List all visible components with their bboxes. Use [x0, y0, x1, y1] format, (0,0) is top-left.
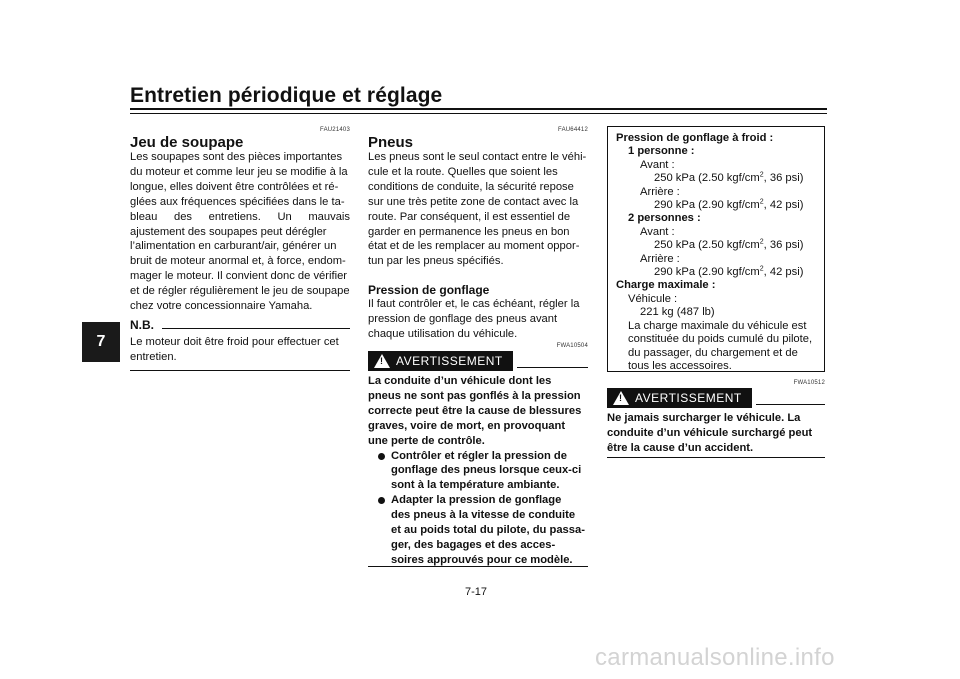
tires-paragraph — [368, 150, 588, 269]
warning-label: AVERTISSEMENT — [635, 391, 742, 405]
text-line: Il faut contrôler et, le cas échéant, régler la — [368, 298, 580, 310]
warning-rule-top — [517, 367, 588, 368]
text-line: l’alimentation en carburant/air, générer un — [130, 240, 337, 253]
header-rule-thin — [130, 113, 827, 114]
text-line: tun par les pneus spécifiés. — [368, 255, 504, 268]
text-line: chez votre concessionnaire Yamaha. — [130, 300, 313, 313]
text-line: sont à la température ambiante. — [391, 479, 560, 492]
nb-rule-top — [162, 328, 350, 329]
value-text: 290 kPa (2.90 kgf/cm — [654, 199, 760, 212]
bullet-dot-icon — [378, 453, 385, 460]
text-line: être la cause d’un accident. — [607, 441, 754, 454]
text-line: conduite d’un véhicule surchargé peut — [607, 426, 813, 439]
warning-bullet — [378, 449, 588, 494]
text-line: gonflage des pneus lorsque ceux-ci — [391, 464, 582, 477]
one-rear-value — [616, 199, 816, 212]
subheading-pressure: Pression de gonflage — [368, 283, 490, 297]
box-title: Pression de gonflage à froid : — [616, 132, 774, 144]
text-line: graves, voire de mort, en provoquant — [368, 419, 566, 432]
text-line: Adapter la pression de gonflage — [391, 494, 562, 507]
text-line: Les pneus sont le seul contact entre le véhi- — [368, 151, 587, 163]
note-line: tous les accessoires. — [628, 359, 732, 372]
warning-code: FWA10504 — [556, 343, 588, 349]
text-line: ger, des bagages et des acces- — [391, 538, 556, 551]
warning-bullet — [378, 493, 588, 568]
warning-label: AVERTISSEMENT — [396, 354, 503, 368]
text-line: Le moteur doit être froid pour effectuer cet — [130, 336, 339, 348]
text-line: du moteur et comme leur jeu se modifie à la — [130, 165, 348, 178]
text-line: pression de gonflage des pneus avant — [368, 312, 558, 325]
front-label: Avant : — [640, 225, 675, 238]
note-line: La charge maximale du véhicule est — [628, 319, 807, 332]
text-line: La conduite d’un véhicule dont les — [368, 375, 552, 387]
superscript: 2 — [759, 198, 764, 206]
text-line: entretien. — [130, 350, 177, 363]
text-line: conditions de conduite, la sécurité repose — [368, 180, 574, 193]
bullet-text — [391, 493, 585, 568]
text-line: bleau des entretiens. Un mauvais — [130, 210, 350, 223]
text-line: correcte peut être la cause de blessures — [368, 404, 582, 417]
warning-badge — [368, 351, 513, 371]
value-tail: , 36 psi) — [763, 239, 804, 252]
warning-triangle-icon: ! — [374, 354, 390, 368]
two-persons-label: 2 personnes : — [628, 212, 701, 225]
page-number: 7-17 — [465, 586, 488, 598]
value-text: 250 kPa (2.50 kgf/cm — [654, 172, 760, 185]
text-line: sur une très petite zone de contact avec la — [368, 195, 579, 208]
text-line: longue, elles doivent être contrôlées et ré- — [130, 180, 339, 193]
warning-rule-bottom — [368, 566, 588, 567]
section-code: FAU21403 — [320, 127, 350, 133]
value-tail: , 42 psi) — [763, 199, 804, 212]
text-line: route. Par conséquent, il est essentiel de — [368, 210, 571, 223]
text-line: des pneus à la vitesse de conduite — [391, 509, 576, 522]
text-line: ajustement des soupapes peut dérégler — [130, 225, 327, 238]
note-line: constituée du poids cumulé du pilote, — [628, 333, 813, 346]
text-line: soires approuvés pour ce modèle. — [391, 553, 573, 566]
section-heading-tires: Pneus — [368, 134, 414, 151]
superscript: 2 — [759, 238, 764, 246]
rear-label: Arrière : — [640, 252, 680, 265]
value-text: 290 kPa (2.90 kgf/cm — [654, 266, 760, 279]
warning-code: FWA10512 — [793, 380, 825, 386]
page-title: Entretien périodique et réglage — [130, 84, 443, 107]
bullet-text — [391, 449, 581, 494]
watermark: carmanualsonline.info — [595, 644, 835, 671]
nb-rule-bottom — [130, 370, 350, 371]
text-line: état et de les remplacer au moment oppor- — [368, 240, 580, 253]
note-line: du passager, du chargement et de — [628, 346, 798, 359]
text-line: une perte de contrôle. — [368, 434, 485, 447]
warning-paragraph — [368, 374, 588, 568]
text-line: garder en permanence les pneus en bon — [368, 225, 570, 238]
text-line: chaque utilisation du véhicule. — [368, 327, 518, 340]
warning-rule-bottom — [607, 457, 825, 458]
text-line: Les soupapes sont des pièces importantes — [130, 151, 343, 163]
nb-title: N.B. — [130, 318, 154, 332]
vehicle-value: 221 kg (487 lb) — [640, 306, 715, 319]
text-line: glées aux fréquences spécifiées dans le ta- — [130, 195, 345, 208]
one-person-label: 1 personne : — [628, 145, 695, 158]
nb-paragraph — [130, 335, 350, 365]
two-front-value — [616, 239, 816, 252]
text-line: cule et la route. Quelles que soient les — [368, 165, 558, 178]
text-line: et de régler régulièrement le jeu de soupape — [130, 285, 350, 298]
warning-header — [607, 388, 825, 408]
vehicle-label: Véhicule : — [628, 292, 678, 305]
max-load-label: Charge maximale : — [616, 279, 716, 292]
value-tail: , 42 psi) — [763, 266, 804, 279]
text-line: pneus ne sont pas gonflés à la pression — [368, 389, 581, 402]
text-line: mager le moteur. Il convient donc de vérifier — [130, 270, 348, 283]
text-line: Ne jamais surcharger le véhicule. La — [607, 412, 801, 424]
section-code: FAU64412 — [558, 127, 588, 133]
chapter-tab: 7 — [82, 322, 120, 362]
two-rear-value — [616, 266, 816, 279]
one-front-value — [616, 172, 816, 185]
warning-triangle-icon: ! — [613, 391, 629, 405]
warning-header — [368, 351, 588, 371]
warning-rule-top — [756, 404, 825, 405]
pressure-paragraph — [368, 297, 588, 342]
text-line: Contrôler et régler la pression de — [391, 449, 567, 462]
section-heading-valves: Jeu de soupape — [130, 134, 244, 151]
front-label: Avant : — [640, 158, 675, 171]
valves-paragraph — [130, 150, 350, 314]
superscript: 2 — [759, 265, 764, 273]
rear-label: Arrière : — [640, 185, 680, 198]
tire-pressure-box — [607, 126, 825, 372]
value-tail: , 36 psi) — [763, 172, 804, 185]
bullet-dot-icon — [378, 497, 385, 504]
warning-badge — [607, 388, 752, 408]
text-line: bruit de moteur anormal et, à force, endom- — [130, 255, 346, 268]
header-rule — [130, 108, 827, 110]
warning-paragraph — [607, 411, 825, 456]
text-line: et au poids total du pilote, du passa- — [391, 524, 585, 537]
value-text: 250 kPa (2.50 kgf/cm — [654, 239, 760, 252]
superscript: 2 — [759, 171, 764, 179]
